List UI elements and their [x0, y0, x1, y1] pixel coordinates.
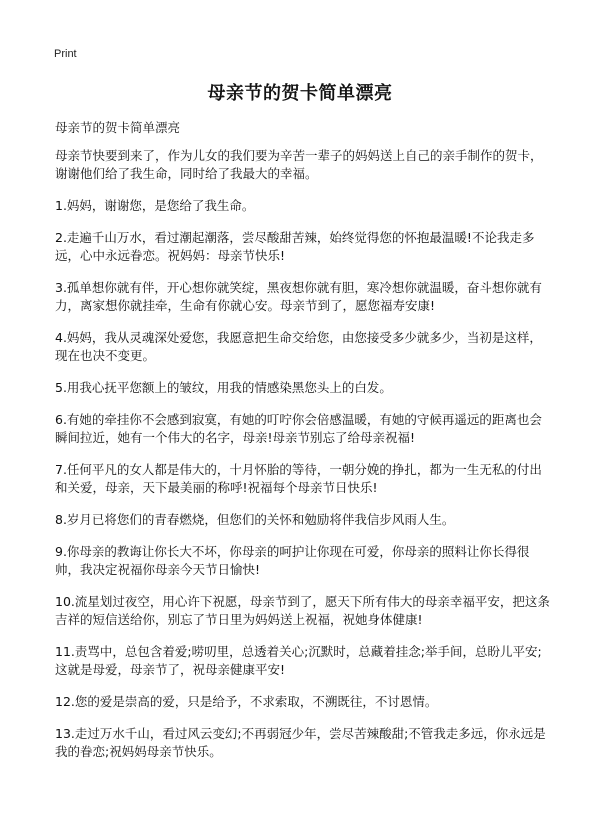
paragraph-item: 9.你母亲的教诲让你长大不坏，你母亲的呵护让你现在可爱，你母亲的照料让你长得很帅，我决定祝福你母亲今天节日愉快! — [55, 544, 530, 577]
paragraph-item: 12.您的爱是崇高的爱，只是给予，不求索取，不溯既往，不讨恩情。 — [55, 694, 438, 709]
paragraph-item: 11.责骂中，总包含着爱;唠叨里，总透着关心;沉默时，总藏着挂念;举手间，总盼儿平安;这就是母爱，母亲节了，祝母亲健康平安! — [55, 644, 542, 677]
paragraph-item: 10.流星划过夜空，用心许下祝愿，母亲节到了，愿天下所有伟大的母亲幸福平安，把这条吉祥的短信送给你，别忘了节日里为妈妈送上祝福，祝她身体健康! — [55, 594, 550, 627]
print-link[interactable]: Print — [54, 48, 77, 60]
paragraph-item: 8.岁月已将您们的青春燃烧，但您们的关怀和勉励将伴我信步风雨人生。 — [55, 512, 455, 527]
paragraph-item: 6.有她的牵挂你不会感到寂寞，有她的叮咛你会倍感温暖，有她的守候再遥远的距离也会瞬间拉近，她有一个伟大的名字，母亲!母亲节别忘了给母亲祝福! — [55, 412, 542, 445]
document-subtitle: 母亲节的贺卡简单漂亮 — [55, 120, 181, 135]
paragraph-intro: 母亲节快要到来了，作为儿女的我们要为辛苦一辈子的妈妈送上自己的亲手制作的贺卡，谢谢他们给了我生命，同时给了我最大的幸福。 — [55, 148, 543, 181]
paragraph-item: 7.任何平凡的女人都是伟大的，十月怀胎的等待，一朝分娩的挣扎，都为一生无私的付出和关爱，母亲，天下最美丽的称呼!祝福每个母亲节日快乐! — [55, 462, 542, 495]
paragraph-item: 1.妈妈，谢谢您，是您给了我生命。 — [55, 198, 255, 213]
document-title: 母亲节的贺卡简单漂亮 — [207, 83, 393, 104]
paragraph-item: 4.妈妈，我从灵魂深处爱您，我愿意把生命交给您，由您接受多少就多少，当初是这样，现在也决不变更。 — [55, 330, 542, 363]
paragraph-item: 5.用我心抚平您额上的皱纹，用我的情感染黑您头上的白发。 — [55, 380, 392, 395]
paragraph-item: 13.走过万水千山，看过风云变幻;不再弱冠少年，尝尽苦辣酸甜;不管我走多远，你永远是我的眷恋;祝妈妈母亲节快乐。 — [55, 726, 546, 759]
paragraph-item: 2.走遍千山万水，看过潮起潮落，尝尽酸甜苦辣，始终觉得您的怀抱最温暖!不论我走多远，心中永远眷恋。祝妈妈：母亲节快乐! — [55, 230, 535, 263]
document-body — [55, 119, 550, 775]
paragraph-item: 3.孤单想你就有伴，开心想你就笑绽，黑夜想你就有胆，寒冷想你就温暖，奋斗想你就有力，离家想你就挂牵，生命有你就心安。母亲节到了，愿您福寿安康! — [55, 280, 542, 313]
